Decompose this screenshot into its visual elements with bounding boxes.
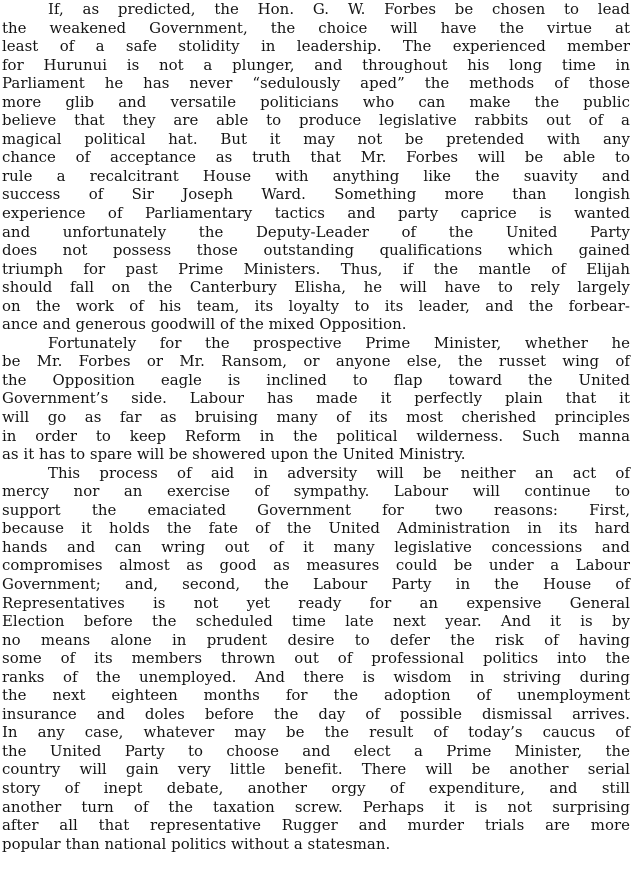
paragraph-1 xyxy=(2,0,630,334)
text-line: experience of Parliamentary tactics and party caprice is wanted xyxy=(2,204,630,223)
text-line: success of Sir Joseph Ward. Something more than longish xyxy=(2,185,630,204)
text-line: because it holds the fate of the United Administration in its hard xyxy=(2,519,630,538)
text-line: will go as far as bruising many of its most cherished principles xyxy=(2,408,630,427)
text-line: support the emaciated Government for two reasons: First, xyxy=(2,500,630,519)
text-line: triumph for past Prime Ministers. Thus, if the mantle of Elijah xyxy=(2,259,630,278)
text-line: Representatives is not yet ready for an expensive General xyxy=(2,593,630,612)
text-line: some of its members thrown out of professional politics into the xyxy=(2,649,630,668)
text-line: Government; and, second, the Labour Party in the House of xyxy=(2,574,630,593)
text-line: mercy nor an exercise of sympathy. Labour will continue to xyxy=(2,482,630,501)
text-line: least of a safe stolidity in leadership. The experienced member xyxy=(2,37,630,56)
text-line: popular than national politics without a statesman. xyxy=(2,834,391,853)
text-line: rule a recalcitrant House with anything like the suavity and xyxy=(2,166,630,185)
text-line: compromises almost as good as measures could be under a Labour xyxy=(2,556,630,575)
text-line: as it has to spare will be showered upon the United Ministry. xyxy=(2,445,466,464)
text-line: country will gain very little benefit. There will be another serial xyxy=(2,760,630,779)
text-line: the next eighteen months for the adoption of unemployment xyxy=(2,686,630,705)
article-page xyxy=(2,0,630,872)
text-line: believe that they are able to produce legislative rabbits out of a xyxy=(2,111,630,130)
text-line: In any case, whatever may be the result of today’s caucus of xyxy=(2,723,630,742)
text-line: more glib and versatile politicians who can make the public xyxy=(2,92,630,111)
text-line: no means alone in prudent desire to defer the risk of having xyxy=(2,630,630,649)
text-line: Fortunately for the prospective Prime Minister, whether he xyxy=(48,333,630,352)
text-line: If, as predicted, the Hon. G. W. Forbes be chosen to lead xyxy=(48,0,630,18)
text-line: ranks of the unemployed. And there is wisdom in striving during xyxy=(2,667,630,686)
text-line: be Mr. Forbes or Mr. Ransom, or anyone else, the russet wing of xyxy=(2,352,630,371)
text-line: the United Party to choose and elect a Prime Minister, the xyxy=(2,741,630,760)
text-line: story of inept debate, another orgy of expenditure, and still xyxy=(2,778,630,797)
text-line: chance of acceptance as truth that Mr. Forbes will be able to xyxy=(2,148,630,167)
text-line: hands and can wring out of it many legislative concessions and xyxy=(2,537,630,556)
text-line: after all that representative Rugger and murder trials are more xyxy=(2,816,630,835)
text-line: Parliament he has never “sedulously aped” the methods of those xyxy=(2,74,630,93)
text-line: and unfortunately the Deputy-Leader of the United Party xyxy=(2,222,630,241)
text-line: in order to keep Reform in the political wilderness. Such manna xyxy=(2,426,630,445)
text-line: Government’s side. Labour has made it perfectly plain that it xyxy=(2,389,630,408)
paragraph-3 xyxy=(2,464,630,853)
text-line: on the work of his team, its loyalty to its leader, and the forbear- xyxy=(2,296,630,315)
paragraph-2 xyxy=(2,334,630,464)
text-line: for Hurunui is not a plunger, and throughout his long time in xyxy=(2,55,630,74)
text-line: magical political hat. But it may not be pretended with any xyxy=(2,129,630,148)
text-line: does not possess those outstanding qualifications which gained xyxy=(2,241,630,260)
text-line: Election before the scheduled time late next year. And it is by xyxy=(2,612,630,631)
text-line: should fall on the Canterbury Elisha, he will have to rely largely xyxy=(2,278,630,297)
text-line: another turn of the taxation screw. Perhaps it is not surprising xyxy=(2,797,630,816)
text-line: insurance and doles before the day of possible dismissal arrives. xyxy=(2,704,630,723)
text-line: the weakened Government, the choice will have the virtue at xyxy=(2,18,630,37)
text-line: This process of aid in adversity will be neither an act of xyxy=(48,463,630,482)
text-line: ance and generous goodwill of the mixed Opposition. xyxy=(2,315,407,334)
text-line: the Opposition eagle is inclined to flap toward the United xyxy=(2,370,630,389)
